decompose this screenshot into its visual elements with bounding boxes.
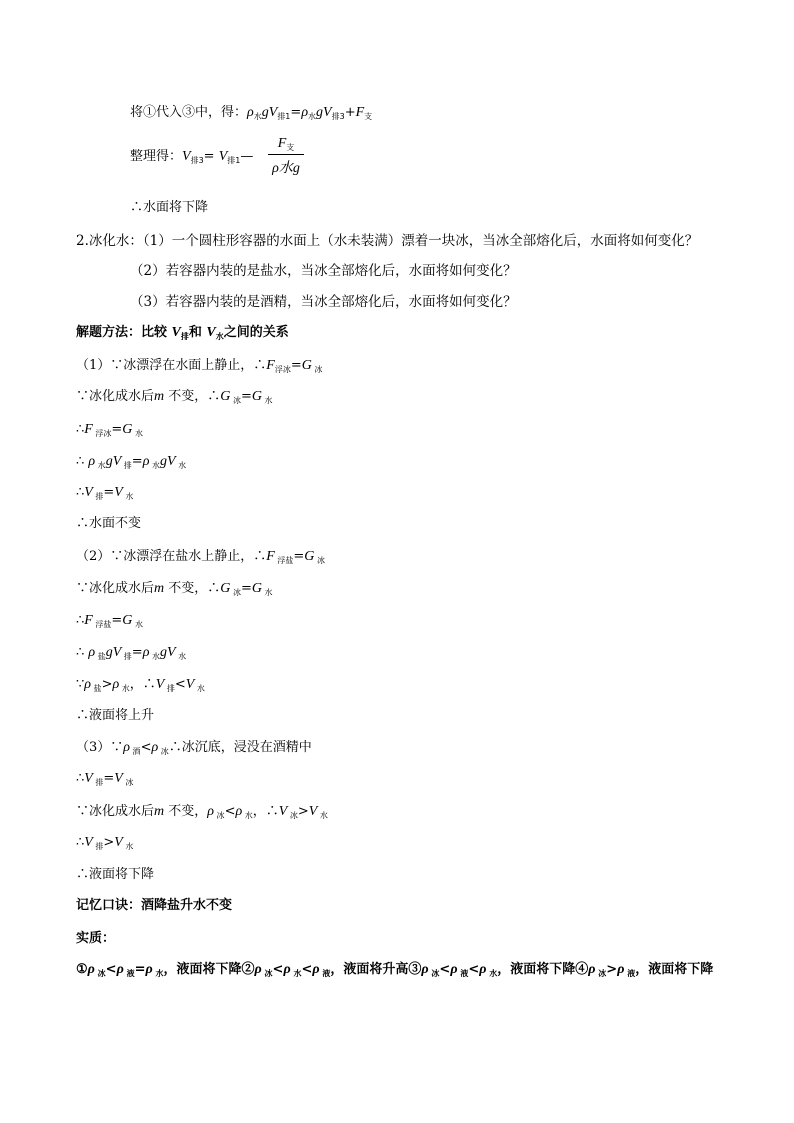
- subscript: 支: [364, 112, 373, 121]
- text: 将①代入③中，得：: [130, 105, 248, 120]
- rearranged-line: [130, 148, 253, 170]
- g-symbol: g: [261, 105, 269, 120]
- step-line: ∵冰化成水后m 不变，ρ $_冰$<ρ $_水$，∴V $_冰$>V $_水$: [76, 804, 328, 820]
- fraction-bar: [268, 154, 304, 155]
- v-symbol: V: [268, 105, 278, 120]
- equals: =: [203, 149, 219, 164]
- conclusion-line: ∴水面不变: [76, 516, 142, 531]
- question-2: （2）若容器内装的是盐水，当冰全部熔化后，水面将如何变化？: [130, 263, 517, 279]
- essence-heading: 实质：: [76, 931, 116, 946]
- conclusion-line: ∴液面将下降: [76, 867, 155, 882]
- conclusion-line: ∴水面将下降: [130, 200, 209, 215]
- equals: =: [290, 105, 302, 120]
- step-line: ∵ρ $_盐$>ρ $_水$，∴V $_排$<V $_水$: [76, 677, 205, 693]
- step-line: ∵冰化成水后m 不变，∴G $_冰$=G $_水$: [76, 389, 273, 405]
- step-line: （1）∵冰漂浮在水面上静止，$\therefore F_{浮冰}=G$ $_冰$: [76, 358, 323, 374]
- step-line: ∵冰化成水后m 不变，∴G $_冰$=G $_水$: [76, 581, 273, 597]
- step-line: ∴V $_排$>V $_水$: [76, 835, 134, 851]
- subscript: 排1: [227, 156, 241, 165]
- f-symbol: F: [355, 105, 365, 120]
- conclusion-line: ∴液面将上升: [76, 708, 155, 723]
- v-symbol: V: [218, 149, 228, 164]
- subscript: 水: [308, 112, 317, 121]
- subscript: 水: [253, 112, 262, 121]
- question-3: （3）若容器内装的是酒精，当冰全部熔化后，水面将如何变化？: [130, 294, 517, 310]
- step-line: （2）∵冰漂浮在盐水上静止，∴F $_{浮盐}$=G $_冰$: [76, 549, 325, 565]
- v-symbol: V: [323, 105, 332, 120]
- method-heading: 解题方法：比较 $V_排$和 $V_水$之间的关系: [76, 325, 289, 341]
- step-line: ∴F $_{浮冰}$=G $_水$: [76, 422, 143, 438]
- subscript: 排3: [331, 112, 345, 121]
- mnemonic: 记忆口诀：酒降盐升水不变: [76, 898, 233, 913]
- minus: —: [240, 149, 254, 164]
- text: 整理得：: [130, 149, 183, 164]
- g-symbol: g: [316, 105, 324, 120]
- v-symbol: V: [182, 149, 191, 164]
- step-line: ∴ ρ $_水$gV $_排$=ρ $_水$gV $_水$: [76, 454, 187, 470]
- substitution-line: [130, 104, 372, 126]
- subscript: 排3: [190, 156, 204, 165]
- fraction-denominator: ρ水g: [272, 161, 300, 176]
- question-1: 2.冰化水：（1）一个圆柱形容器的水面上（水未装满）漂着一块冰，当冰全部熔化后，水面将如何变化？: [76, 233, 699, 249]
- fraction: [268, 136, 304, 176]
- step-line: ∴ ρ $_盐$gV $_排$=ρ $_水$gV $_水$: [76, 645, 187, 661]
- step-line: （3）∵ρ $_酒$<ρ $_冰$∴冰沉底，浸没在酒精中: [76, 740, 312, 756]
- subscript: 排1: [277, 112, 291, 121]
- rho-symbol: ρ: [301, 105, 309, 120]
- fraction-numerator: $F_支$: [277, 136, 295, 152]
- step-line: ∴V $_排$=V $_冰$: [76, 771, 134, 787]
- step-line: ∴F $_{浮盐}$=G $_水$: [76, 613, 143, 629]
- plus: +: [344, 105, 356, 120]
- rho-symbol: ρ: [247, 105, 254, 120]
- essence-summary: ①ρ $_冰$<ρ $_液$=ρ $_水$，液面将下降②ρ $_冰$<ρ $_水$<ρ $_液$，液面将升高③ρ $_冰$<ρ $_液$<ρ $_水$，液面将下降④ρ $_冰$>ρ $_液$，液面将下降: [76, 962, 714, 978]
- step-line: ∴V $_排$=V $_水$: [76, 485, 134, 501]
